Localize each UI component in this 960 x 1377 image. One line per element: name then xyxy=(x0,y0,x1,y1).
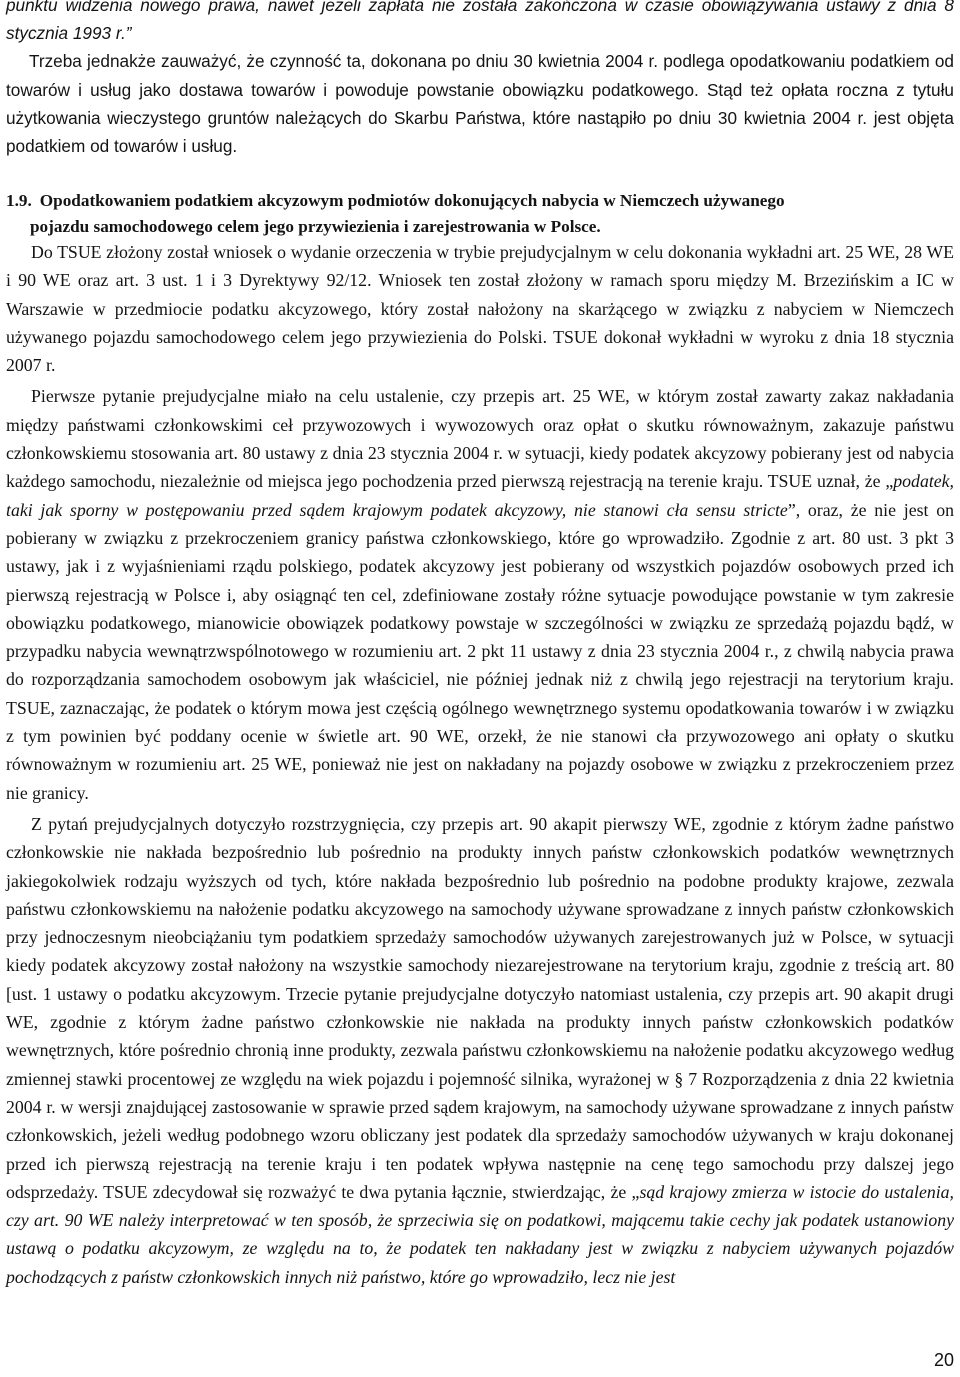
italic-quote: podatek, taki jak sporny w postępowaniu przed sądem krajowym podatek akcyzowy, nie stanowi cła sensu stricte xyxy=(6,471,954,520)
italic-quote: sąd krajowy zmierza w istocie do ustalenia, czy art. 90 WE należy interpretować w ten sposób, że sprzeciwia się on podatkowi, mającemu takie cechy jak podatek ustanowiony ustawą o podatku akcyzowym, ze względu na to, że podatek ten nakładany jest w związku z nabyciem używanych pojazdów pochodzących z państw członkowskich innych niż państwo, które go wprowadziło, lecz nie jest xyxy=(6,1181,955,1287)
section-title-line-1: Opodatkowaniem podatkiem akcyzowym podmiotów dokonujących nabycia w Niemczech używanego xyxy=(39,191,785,210)
section-body xyxy=(6,238,954,1291)
page-number: 20 xyxy=(933,1350,954,1370)
section-title-line-2: pojazdu samochodowego celem jego przywiezienia i zarejestrowania w Polsce. xyxy=(30,217,601,236)
previous-section-text xyxy=(6,0,954,160)
quote-continuation: punktu widzenia nowego prawa, nawet jeżeli zapłata nie została zakończona w czasie obowiązywania ustawy z dnia 8 stycznia 1993 r.” xyxy=(6,0,954,44)
paragraph: Z pytań prejudycjalnych dotyczyło rozstrzygnięcia, czy przepis art. 90 akapit pierwszy WE, zgodnie z którym żadne państwo członkowskie nie nakłada bezpośrednio lub pośrednio na produkty innych państw członkowskich podatków wewnętrznych jakiegokolwiek rodzaju wyższych od tych, które nakłada bezpośrednio lub pośrednio na podobne produkty krajowe, zezwala państwu członkowskiemu na nałożenie podatku akcyzowego na samochody używane sprowadzane z innych państw członkowskich przy jednoczesnym nieobciążaniu tym podatkiem sprzedaży samochodów używanych zarejestrowanych już w Polsce, w sytuacji kiedy podatek akcyzowy został nałożony na wszystkie samochody niezarejestrowane na terytorium kraju, zgodnie z treścią art. 80 [ust. 1 ustawy o podatku akcyzowym. Trzecie pytanie prejudycjalne dotyczyło natomiast ustalenia, czy przepis art. 90 akapit drugi WE, zgodnie z którym żadne państwo członkowskie nie nakłada na produkty innych państw członkowskich podatków wewnętrznych, które pośrednio chronią inne produkty, zezwala państwu członkowskiemu na nałożenie podatku akcyzowego według zmiennej stawki procentowej ze względu na wiek pojazdu i pojemność silnika, wyrażonej w § 7 Rozporządzenia z dnia 22 kwietnia 2004 r. w wersji znajdującej zastosowanie w sprawie przed sądem krajowym, na samochody używane sprowadzane z innych państw członkowskich, jeżeli według podobnego wzoru obliczany jest podatek dla sprzedaży samochodów używanych w kraju dokonanej przed ich pierwszą rejestracją na terenie kraju i ten podatek wpływa następnie na cenę tego samochodu przy dalszej jego odsprzedaży. TSUE zdecydował się rozważyć te dwa pytania łącznie, stwierdzając, że „sąd krajowy zmierza w istocie do ustalenia, czy art. 90 WE należy interpretować w ten sposób, że sprzeciwia się on podatkowi, mającemu takie cechy jak podatek ustanowiony ustawą o podatku akcyzowym, ze względu na to, że podatek ten nakładany jest w związku z nabyciem używanych pojazdów pochodzących z państw członkowskich innych niż państwo, które go wprowadziło, lecz nie jest xyxy=(6,813,955,1287)
paragraph: Trzeba jednakże zauważyć, że czynność ta, dokonana po dniu 30 kwietnia 2004 r. podlega opodatkowaniu podatkiem od towarów i usług jako dostawa towarów i powoduje powstanie obowiązku podatkowego. Stąd też opłata roczna z tytułu użytkowania wieczystego gruntów należących do Skarbu Państwa, które nastąpiło po dniu 30 kwietnia 2004 r. jest objęta podatkiem od towarów i usług. xyxy=(6,51,954,157)
paragraph: Pierwsze pytanie prejudycjalne miało na celu ustalenie, czy przepis art. 25 WE, w którym został zawarty zakaz nakładania między państwami członkowskimi ceł przywozowych i wywozowych oraz opłat o skutku równoważnym, zakazuje państwu członkowskiemu stosowania art. 80 ustawy z dnia 23 stycznia 2004 r. w sytuacji, kiedy podatek akcyzowy pobierany jest od nabycia każdego samochodu, niezależnie od miejsca jego pochodzenia przed pierwszą rejestracją na terenie kraju. TSUE uznał, że „podatek, taki jak sporny w postępowaniu przed sądem krajowym podatek akcyzowy, nie stanowi cła sensu stricte”, oraz, że nie jest on pobierany w związku z przekroczeniem granicy państwa członkowskiego, które go wprowadziło. Zgodnie z art. 80 ust. 3 pkt 3 ustawy, jak i z wyjaśnieniami rządu polskiego, podatek akcyzowy jest pobierany od wszystkich pojazdów osobowych przed ich pierwszą rejestracją w Polsce i, aby osiągnąć ten cel, zdefiniowane zostały różne sytuacje powodujące powstanie w tym zakresie obowiązku podatkowego, mianowicie obowiązek podatkowy powstaje w szczególności w związku ze sprzedażą pojazdu bądź, w przypadku nabycia wewnątrzwspólnotowego w rozumieniu art. 2 pkt 11 ustawy z dnia 23 stycznia 2004 r., z chwilą nabycia prawa do rozporządzania samochodem osobowym jak właściciel, nie później jednak niż z chwilą jego rejestracji na terytorium kraju. TSUE, zaznaczając, że podatek o którym mowa jest częścią ogólnego wewnętrznego systemu opodatkowania towarów i w związku z tym powinien być poddany ocenie w świetle art. 90 WE, orzekł, że nie stanowi cła przywozowego ani opłaty o skutku równoważnym w rozumieniu art. 25 WE, ponieważ nie jest on nakładany na pojazdy osobowe w związku z przekroczeniem przez nie granicy. xyxy=(6,386,954,803)
section-number: 1.9. xyxy=(6,191,32,210)
paragraph: Do TSUE złożony został wniosek o wydanie orzeczenia w trybie prejudycjalnym w celu dokonania wykładni art. 25 WE, 28 WE i 90 WE oraz art. 3 ust. 1 i 3 Dyrektywy 92/12. Wniosek ten został złożony w ramach sporu między M. Brzezińskim a IC w Warszawie w przedmiocie podatku akcyzowego, który został nałożony na skarżącego w związku z nabyciem w Niemczech używanego pojazdu samochodowego celem jego przywiezienia do Polski. TSUE dokonał wykładni w wyroku z dnia 18 stycznia 2007 r. xyxy=(6,242,954,376)
section-heading xyxy=(6,188,954,240)
